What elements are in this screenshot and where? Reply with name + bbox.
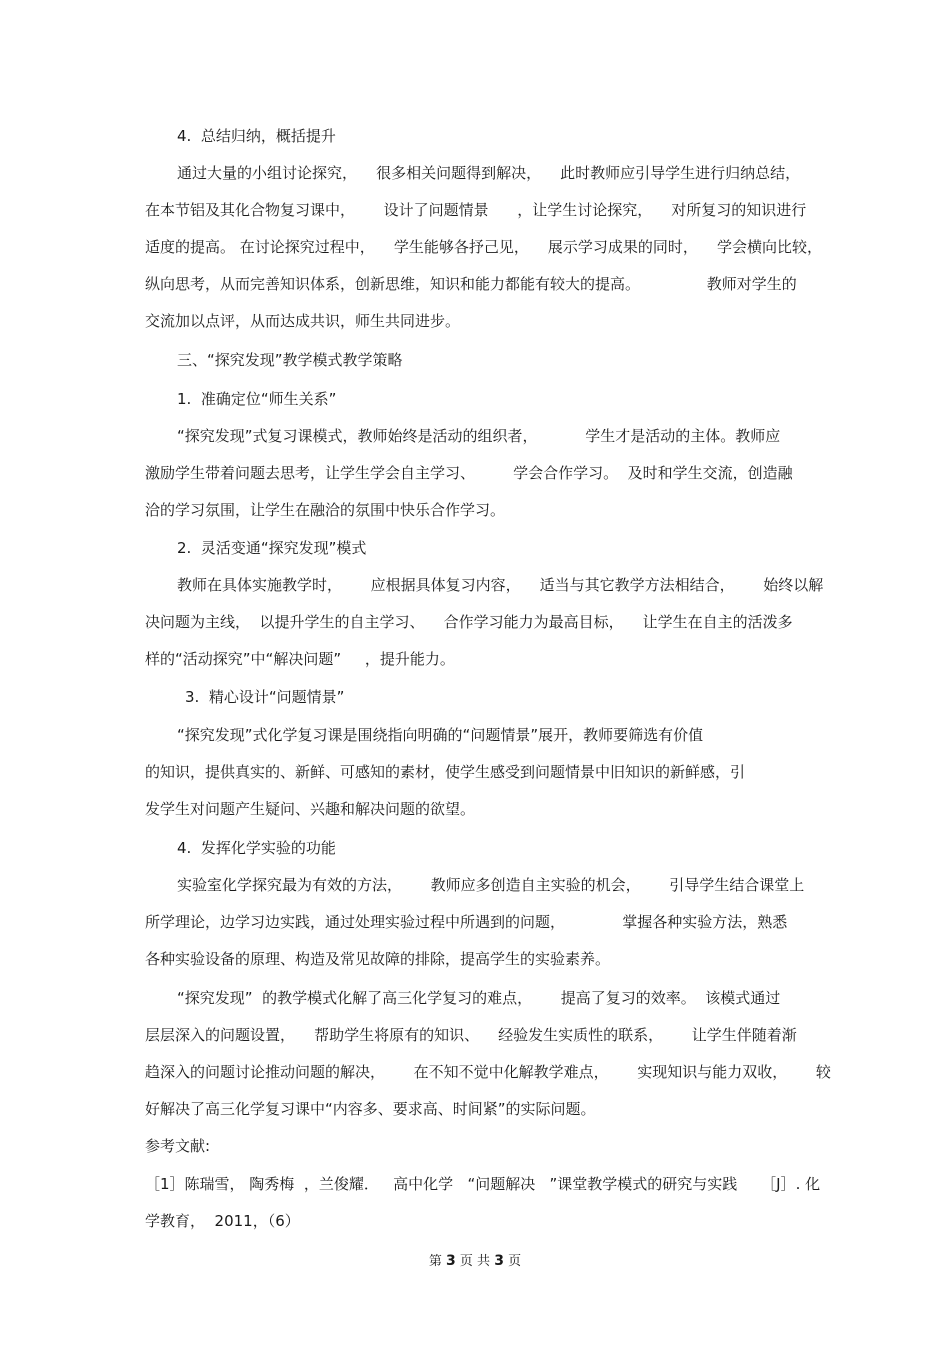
reference-item: ［1］陈瑞雪， 陶秀梅 ，兰俊耀． 高中化学 “问题解决 ”课堂教学模式的研究与实践 ［J］. 化 [145,1175,821,1193]
paragraph-line: 交流加以点评，从而达成共识，师生共同进步。 [145,312,461,330]
paragraph-line: “探究发现” 的教学模式化解了高三化学复习的难点， 提高了复习的效率。 该模式通过 [177,989,781,1007]
footer-prefix: 第 [428,1254,442,1269]
footer-suffix: 页 [508,1254,522,1269]
paragraph-line: 纵向思考，从而完善知识体系，创新思维，知识和能力都能有较大的提高。 教师对学生的 [145,275,797,293]
section-heading-3: 三、“探究发现”教学模式教学策略 [177,351,403,369]
paragraph-line: 趋深入的问题讨论推动问题的解决， 在不知不觉中化解教学难点， 实现知识与能力双收， 较 [145,1063,831,1081]
paragraph-line: 实验室化学探究最为有效的方法， 教师应多创造自主实验的机会， 引导学生结合课堂上 [177,876,805,894]
paragraph-line: 层层深入的问题设置， 帮助学生将原有的知识、 经验发生实质性的联系， 让学生伴随着渐 [145,1026,797,1044]
paragraph-line: 各种实验设备的原理、构造及常见故障的排除，提高学生的实验素养。 [145,950,611,968]
heading-2-flexible-mode: 2. 灵活变通“探究发现”模式 [177,539,367,557]
paragraph-line: 在本节铝及其化合物复习课中， 设计了问题情景 ，让学生讨论探究， 对所复习的知识进行 [145,201,807,219]
paragraph-line: “探究发现”式复习课模式，教师始终是活动的组织者， 学生才是活动的主体。教师应 [177,427,781,445]
references-heading: 参考文献: [145,1137,211,1155]
paragraph-line: 样的“活动探究”中“解决问题” ，提升能力。 [145,650,455,668]
paragraph-line: “探究发现”式化学复习课是围绕指向明确的“问题情景”展开，教师要筛选有价值 [177,726,704,744]
heading-3-problem-scenario: 3. 精心设计“问题情景” [185,688,345,706]
heading-1-teacher-student: 1. 准确定位“师生关系” [177,390,337,408]
paragraph-line: 通过大量的小组讨论探究， 很多相关问题得到解决， 此时教师应引导学生进行归纳总结， [177,164,801,182]
paragraph-line: 发学生对问题产生疑问、兴趣和解决问题的欲望。 [145,800,476,818]
heading-4-experiment: 4. 发挥化学实验的功能 [177,839,336,857]
paragraph-line: 好解决了高三化学复习课中“内容多、要求高、时间紧”的实际问题。 [145,1100,596,1118]
paragraph-line: 适度的提高。 在讨论探究过程中， 学生能够各抒己见， 展示学习成果的同时， 学会横向比较， [145,238,822,256]
paragraph-line: 决问题为主线， 以提升学生的自主学习、 合作学习能力为最高目标， 让学生在自主的活泼多 [145,613,793,631]
paragraph-line: 激励学生带着问题去思考，让学生学会自主学习、 学会合作学习。 及时和学生交流，创造融 [145,464,793,482]
page-footer [0,1252,950,1271]
paragraph-line: 教师在具体实施教学时， 应根据具体复习内容， 适当与其它教学方法相结合， 始终以解 [177,576,824,594]
paragraph-line: 所学理论，边学习边实践，通过处理实验过程中所遇到的问题， 掌握各种实验方法，熟悉 [145,913,788,931]
footer-current-page: 3 [446,1253,456,1269]
footer-total-pages: 3 [494,1253,504,1269]
heading-4-summary: 4. 总结归纳，概括提升 [177,127,336,145]
paragraph-line: 的知识，提供真实的、新鲜、可感知的素材，使学生感受到问题情景中旧知识的新鲜感，引 [145,763,746,781]
reference-item-continued: 学教育， 2011，（6） [145,1212,300,1230]
footer-middle: 页 共 [459,1254,491,1269]
paragraph-line: 洽的学习氛围，让学生在融洽的氛围中快乐合作学习。 [145,501,506,519]
